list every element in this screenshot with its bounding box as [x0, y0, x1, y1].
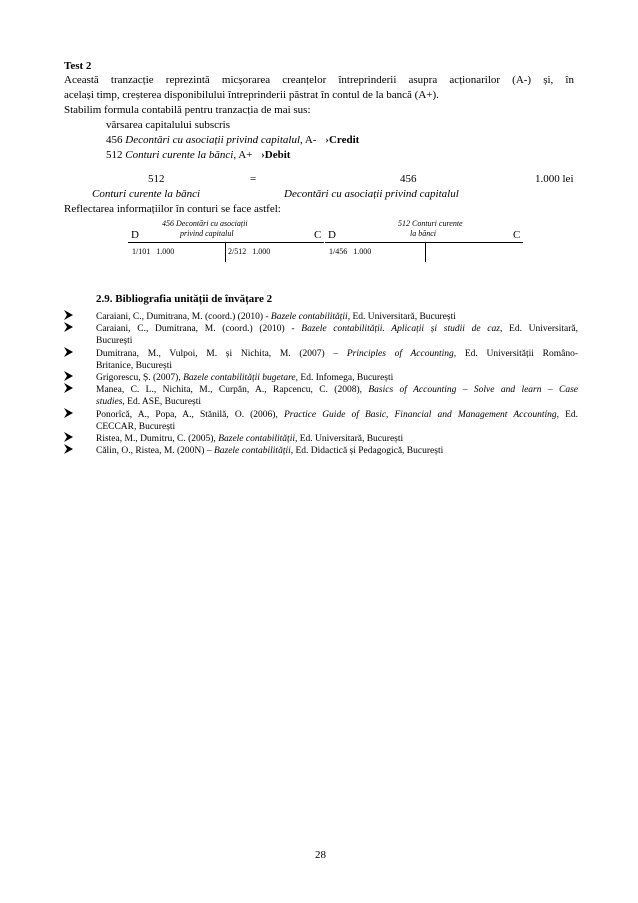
- citation-title: Bazele contabilității: [270, 312, 348, 322]
- account-code: 456: [106, 134, 123, 146]
- bibliography-line: [96, 335, 132, 347]
- t-account-horizontal-line: [325, 242, 523, 243]
- citation-text: Ed.: [559, 409, 579, 420]
- t-account-vertical-line: [225, 242, 226, 262]
- paragraph-line: Stabilim formula contabilă pentru tranzacția de mai sus:: [64, 104, 311, 116]
- arrow-icon: ›: [261, 149, 265, 161]
- debit-label: Debit: [264, 149, 291, 161]
- citation-text: , Ed. Universitară,: [499, 324, 578, 335]
- paragraph-line: același timp, creșterea disponibilului întreprinderii păstrat în contul de la bancă (A+).: [64, 89, 439, 101]
- citation-text: Ristea, M., Dumitru, C. (2005),: [96, 434, 219, 444]
- citation-text: Ponorîcă, A., Popa, A., Stănilă, O. (2006),: [96, 409, 284, 420]
- account-code: 512: [106, 149, 123, 161]
- formula-item: [106, 148, 290, 163]
- citation-text: Călin, O., Ristea, M. (200N) –: [96, 446, 214, 457]
- formula-item: [106, 133, 359, 148]
- arrow-icon: ›: [325, 134, 329, 146]
- bibliography-line: [96, 421, 175, 433]
- citation-text: Ed. Universitară, București: [297, 434, 404, 444]
- bibliography-line: [96, 396, 201, 408]
- credit-side-label: C: [513, 229, 521, 241]
- formula-item: vărsarea capitalului subscris: [106, 119, 231, 131]
- citation-title: Principles of Accounting,: [346, 348, 457, 359]
- debit-side-label: D: [328, 229, 336, 241]
- bibliography-line: [96, 433, 403, 445]
- arrow-bullet-icon: [64, 310, 73, 323]
- t-account-title: 456 Decontări cu asociații: [162, 219, 248, 228]
- paragraph-line: Această tranzacție reprezintă micșorarea creanțelor întreprinderii asupra acționarilor (A-) și, în: [64, 74, 574, 86]
- citation-title: Practice Guide of Basic, Financial and Management Accounting,: [283, 409, 559, 420]
- debit-side-label: D: [131, 229, 139, 241]
- bibliography-line: [96, 323, 578, 335]
- section-heading: 2.9. Bibliografia unității de învățare 2: [96, 293, 273, 305]
- bibliography-line: [96, 409, 578, 421]
- page-number: 28: [315, 849, 326, 861]
- bibliography-line: [96, 311, 456, 323]
- debit-entry: 1/101 1.000: [132, 247, 175, 256]
- t-account-title: privind capitalul: [180, 229, 234, 238]
- arrow-bullet-icon: [64, 444, 73, 457]
- t-account-vertical-line: [425, 242, 426, 262]
- citation-text: Caraiani, C., Dumitrana, M. (coord.) (2010) -: [96, 324, 302, 335]
- account-name: Conturi curente la bănci: [125, 149, 234, 161]
- credit-label: Credit: [328, 134, 360, 146]
- t-account-title: 512 Conturi curente: [398, 219, 463, 228]
- citation-text: Ed. Infomega, București: [298, 373, 394, 383]
- citation-text: Dumitrana, M., Vulpoi, M. și Nichita, M. (2007) –: [96, 348, 347, 359]
- citation-text: Caraiani, C., Dumitrana, M. (coord.) (2010) -: [96, 312, 271, 322]
- arrow-bullet-icon: [64, 432, 73, 445]
- arrow-bullet-icon: [64, 383, 73, 396]
- account-name: Decontări cu asociații privind capitalul: [125, 134, 301, 146]
- citation-title: Bazele contabilității. Aplicații și studii de caz: [301, 324, 500, 335]
- credit-side-label: C: [314, 229, 322, 241]
- formula-amount: 1.000 lei: [535, 173, 574, 185]
- account-sign: , A-: [300, 134, 317, 146]
- citation-title: Bazele contabilității,: [218, 434, 298, 444]
- bibliography-line: [96, 372, 393, 384]
- credit-entry: 2/512 1.000: [228, 247, 271, 256]
- arrow-bullet-icon: [64, 347, 73, 360]
- test-heading: Test 2: [64, 60, 92, 72]
- citation-text: Ed. Universității Româno-: [456, 348, 578, 359]
- formula-credit-name: Decontări cu asociații privind capitalul: [284, 188, 459, 200]
- bibliography-line: [96, 360, 172, 372]
- citation-text: Britanice, București: [96, 360, 172, 371]
- t-account-horizontal-line: [128, 242, 324, 243]
- citation-text: Ed. ASE, București: [124, 397, 202, 408]
- formula-credit-code: 456: [400, 173, 417, 185]
- account-sign: , A+: [233, 149, 253, 161]
- citation-title: Bazele contabilității,: [213, 446, 294, 457]
- formula-debit-name: Conturi curente la bănci: [92, 188, 201, 200]
- citation-text: București: [96, 336, 133, 347]
- citation-title: Basics of Accounting – Solve and learn – Case: [368, 385, 578, 396]
- paragraph-line: Reflectarea informațiilor în conturi se face astfel:: [64, 203, 281, 215]
- citation-text: CECCAR, București: [96, 421, 176, 432]
- bibliography-line: [96, 384, 578, 396]
- citation-text: Grigorescu, Ș. (2007),: [96, 373, 184, 383]
- citation-text: Manea, C. L., Nichita, M., Curpăn, A., Rapcencu, C. (2008),: [96, 385, 369, 396]
- debit-entry: 1/456 1.000: [329, 247, 372, 256]
- arrow-bullet-icon: [64, 322, 73, 335]
- citation-title: studies,: [96, 397, 125, 408]
- arrow-bullet-icon: [64, 408, 73, 421]
- formula-debit-code: 512: [148, 173, 165, 185]
- arrow-bullet-icon: [64, 371, 73, 384]
- formula-equals: =: [250, 173, 257, 185]
- bibliography-line: [96, 445, 443, 457]
- bibliography-line: [96, 348, 578, 360]
- citation-text: , Ed. Universitară, București: [347, 312, 456, 322]
- citation-title: Bazele contabilității bugetare,: [183, 373, 299, 383]
- t-account-title: la bănci: [410, 229, 436, 238]
- citation-text: Ed. Didactică și Pedagogică, București: [293, 446, 444, 457]
